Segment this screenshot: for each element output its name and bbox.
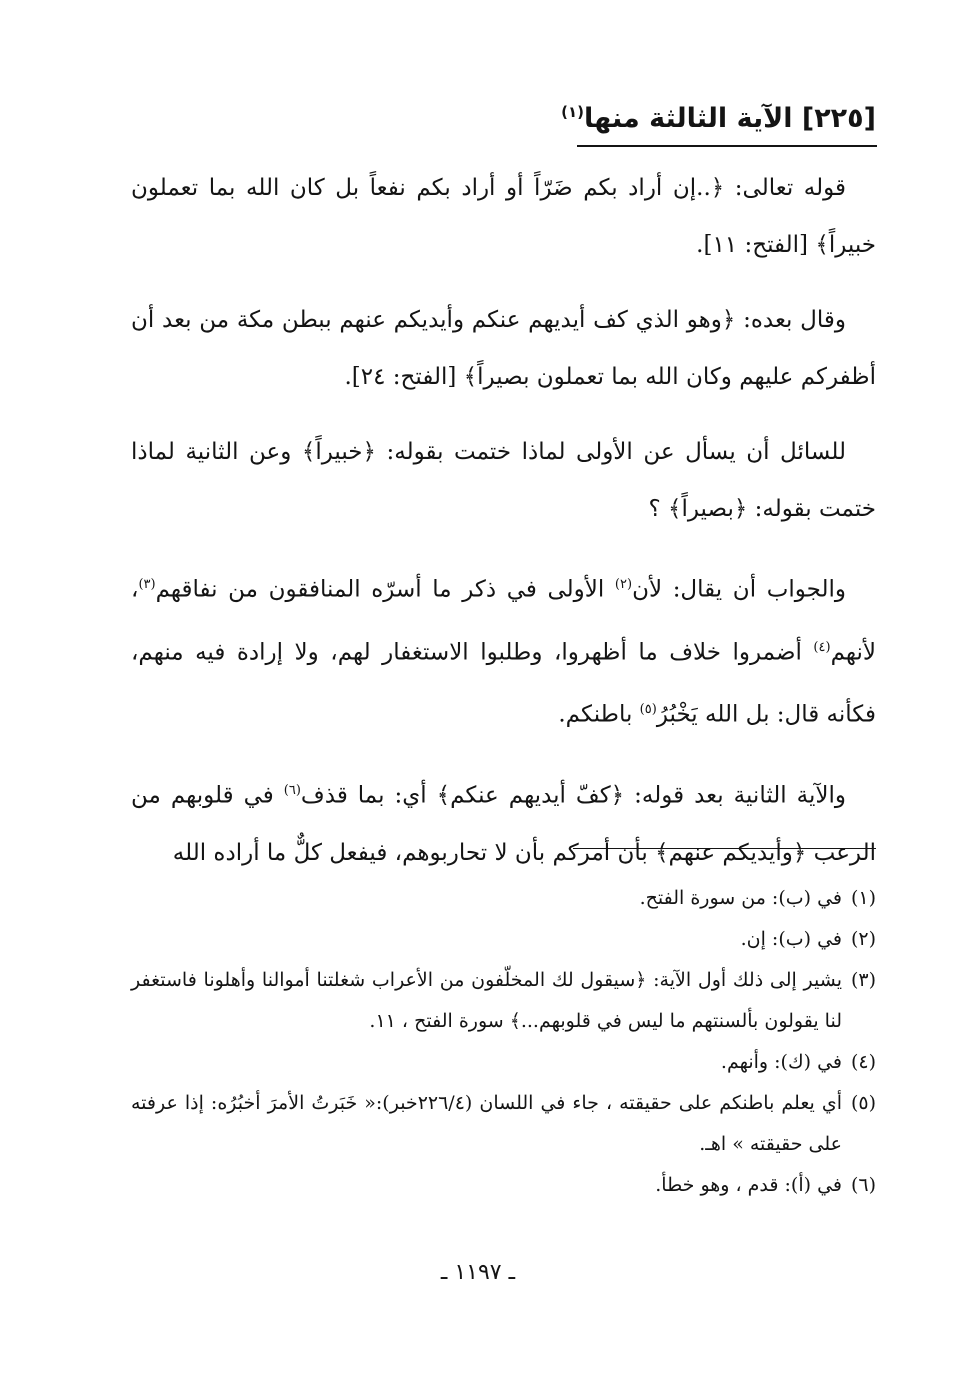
- footnote: [131, 878, 876, 919]
- paragraph: [131, 160, 876, 274]
- footnote-number: (٦): [850, 1174, 876, 1196]
- section-title: الآية الثالثة منها: [583, 103, 793, 134]
- footnote-text: في (أ): قدم ، وهو خطأ.: [655, 1174, 842, 1196]
- page-number: ـ ١١٩٧ ـ: [440, 1260, 516, 1285]
- footnote-text: يشير إلى ذلك أول الآية: ﴿سيقول لك المخلّفون من الأعراب شغلتنا أموالنا وأهلونا فاستغفر لنا يقولون بألسنتهم ما ليس في قلوبهم...﴾ سورة الفتح ، ١١.: [131, 969, 842, 1032]
- footnote-number: (٣): [850, 969, 876, 991]
- footnote-number: (٢): [850, 928, 876, 950]
- footnotes: [131, 878, 876, 1206]
- paragraph: [131, 762, 876, 882]
- section-number: [٢٢٥]: [801, 103, 876, 134]
- paragraph-text: والجواب أن يقال: لأن: [632, 576, 846, 603]
- paragraph-text: في قلوبهم من الرعب ﴿وأيديكم عنهم﴾ بأن أمركم بأن لا تحاربوهم، فيفعل كلٌّ ما أراده الله: [131, 782, 876, 866]
- footnote: [131, 1042, 876, 1083]
- paragraph-text: باطنكم.: [558, 701, 640, 728]
- paragraph: [131, 292, 876, 406]
- section-heading: [561, 92, 876, 139]
- footnote: [131, 1083, 876, 1165]
- footnote-number: (٥): [850, 1092, 876, 1114]
- paragraph-text: والآية الثانية بعد قوله: ﴿كفّ أيديهم عنكم﴾ أي: بما قذف: [300, 782, 847, 809]
- paragraph-text: قوله تعالى: ﴿..إن أراد بكم ضَرّاً أو أراد بكم نفعاً بل كان الله بما تعملون خبيراً﴾ [الفتح: ١١].: [131, 175, 876, 258]
- heading-footnote-ref: (١): [561, 103, 584, 121]
- paragraph-text: للسائل أن يسأل عن الأولى لماذا ختمت بقوله: ﴿خبيراً﴾ وعن الثانية لماذا ختمت بقوله: ﴿بصيراً﴾ ؟: [131, 439, 876, 522]
- body-text: [131, 160, 876, 900]
- footnote-ref: (٦): [283, 782, 301, 798]
- footnote-ref: (٤): [813, 639, 831, 655]
- footnote-text: في (ك): وأنهم.: [720, 1051, 842, 1073]
- footnote-number: (٤): [850, 1051, 876, 1073]
- paragraph-text: أضمروا خلاف ما أظهروا، وطلبوا الاستغفار لهم، ولا إرادة فيه منهم، فكأنه قال: بل الله يَخْبُرُ: [131, 639, 876, 728]
- footnote-separator: [573, 848, 876, 849]
- footnote: [131, 1165, 876, 1206]
- footnote-text: في (ب): إن.: [740, 928, 842, 950]
- heading-underline: [577, 145, 877, 147]
- footnote-text: أي يعلم باطنكم على حقيقته ، جاء في اللسان (٢٢٦/٤خبر):« خَبَرتُ الأمرَ أخبُرُه: إذا عرفته على حقيقته » اهـ.: [131, 1092, 842, 1155]
- paragraph: [131, 424, 876, 538]
- paragraph-text: الأولى في ذكر ما أسرّه المنافقون من نفاقهم: [155, 576, 615, 603]
- paragraph-text: وقال بعده: ﴿وهو الذي كف أيديهم عنكم وأيديكم عنهم ببطن مكة من بعد أن أظفركم عليهم وكان الله بما تعملون بصيراً﴾ [الفتح: ٢٤].: [131, 307, 876, 390]
- footnote-number: (١): [850, 887, 876, 909]
- paragraph: [131, 556, 876, 744]
- footnote-ref: (٢): [614, 577, 633, 592]
- footnote-ref: (٣): [138, 577, 156, 592]
- paragraph-text: ، لأنهم: [131, 576, 876, 666]
- footnote: [131, 919, 876, 960]
- footnote: [131, 960, 876, 1042]
- footnote-text: في (ب): من سورة الفتح.: [639, 887, 842, 909]
- footnote-ref: (٥): [639, 702, 657, 718]
